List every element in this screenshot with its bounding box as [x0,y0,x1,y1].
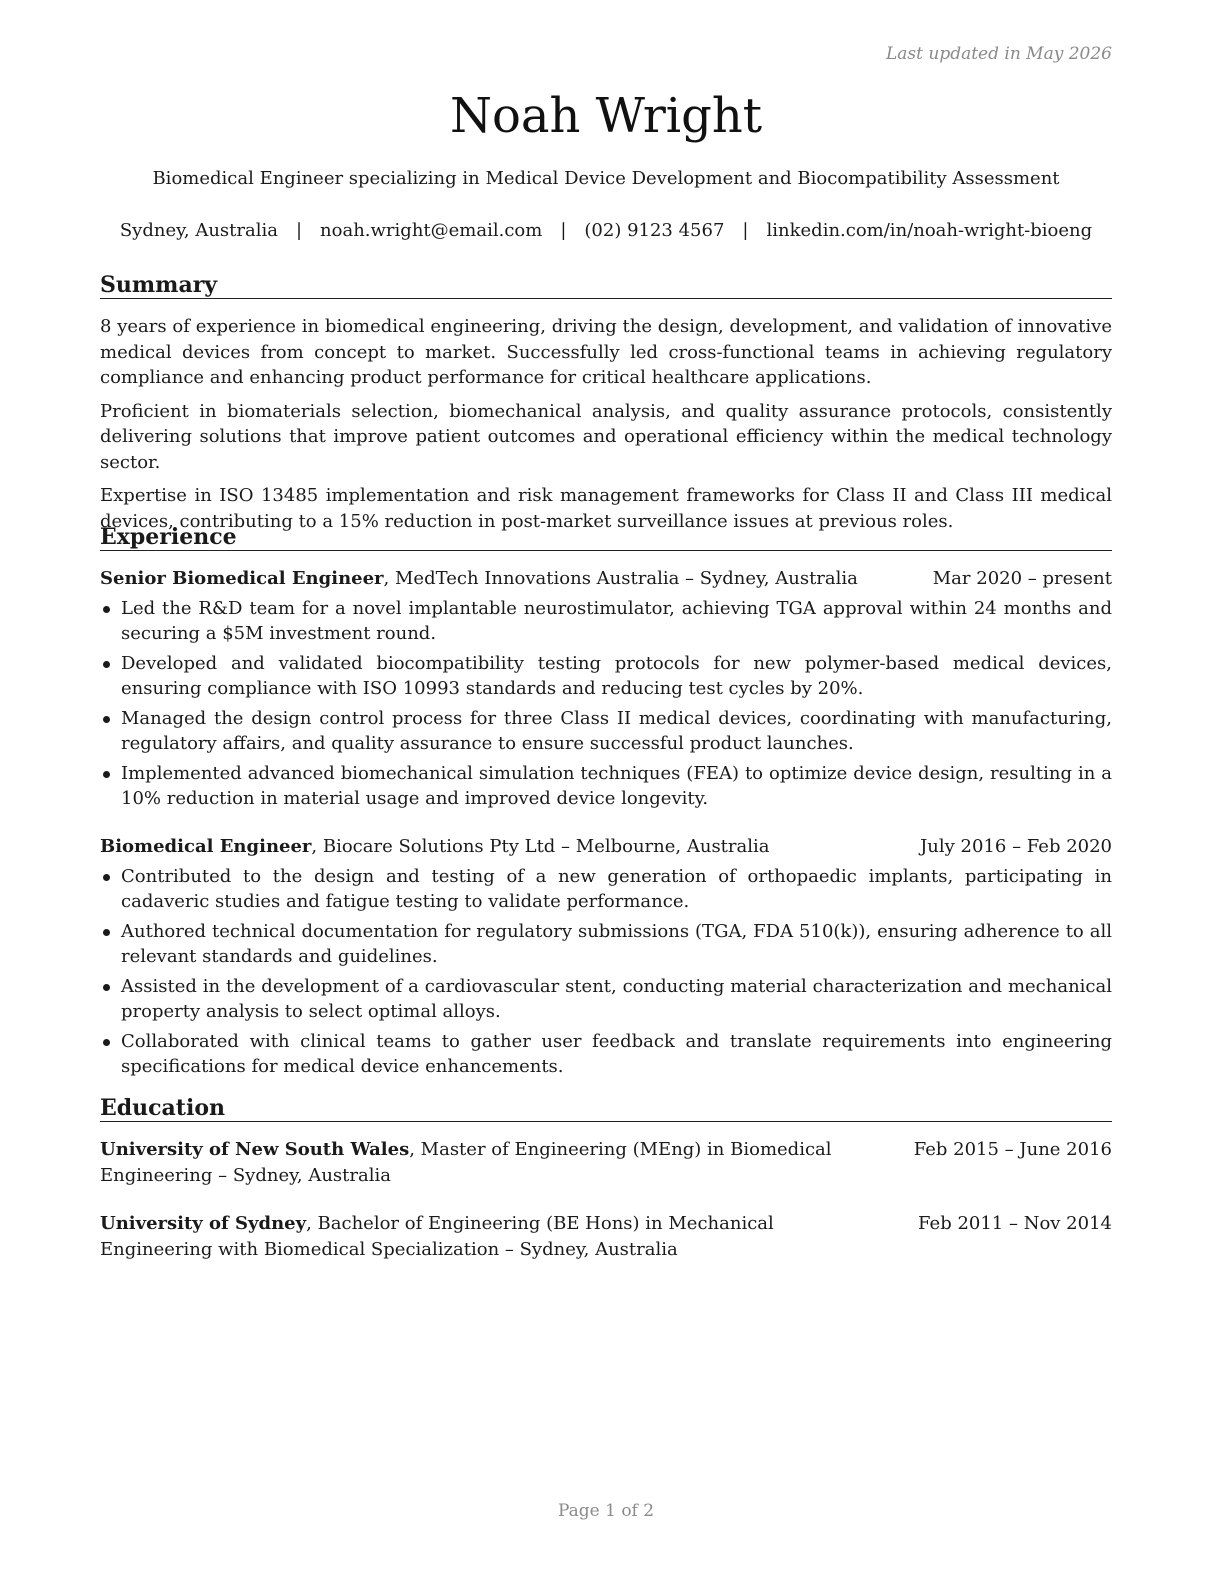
candidate-name: Noah Wright [449,88,763,144]
last-updated-note: Last updated in May 2026 [885,44,1112,64]
job-bullet: Collaborated with clinical teams to gather user feedback and translate requirements into engineering specifications for medical device enhancements. [100,1029,1112,1080]
job-bullet: Managed the design control process for three Class II medical devices, coordinating with manufacturing, regulatory affairs, and quality assurance to ensure successful product launches. [100,706,1112,757]
job-bullet: Contributed to the design and testing of a new generation of orthopaedic implants, participating in cadaveric studies and fatigue testing to validate performance. [100,864,1112,915]
education-dates: Feb 2011 – Nov 2014 [918,1213,1112,1234]
job-bullet: Assisted in the development of a cardiovascular stent, conducting material characterization and mechanical property analysis to select optimal alloys. [100,974,1112,1025]
education-school: University of Sydney [100,1213,307,1234]
job-header [100,834,1112,860]
job-bullets [100,596,1112,812]
job-bullet: Authored technical documentation for regulatory submissions (TGA, FDA 510(k)), ensuring adherence to all relevant standards and guidelines. [100,919,1112,970]
job-dates: Mar 2020 – present [932,568,1112,589]
page-number: Page 1 of 2 [557,1501,655,1521]
contact-separator: | [742,220,749,241]
education-entry [100,1211,1112,1262]
job-header [100,566,1112,592]
contact-separator: | [560,220,567,241]
contact-linkedin[interactable]: linkedin.com/in/noah-wright-bioeng [766,220,1093,241]
summary-paragraph: 8 years of experience in biomedical engineering, driving the design, development, and validation of innovative medical devices from concept to market. Successfully led cross-functional teams in achieving regulatory compliance and enhancing product performance for critical healthcare applications. [100,316,1112,388]
experience-heading: Experience [100,524,1112,551]
summary-paragraph: Proficient in biomaterials selection, biomechanical analysis, and quality assurance protocols, consistently delivering solutions that improve patient outcomes and operational efficiency within the medical technology sector. [100,400,1112,473]
summary-section [100,314,1112,542]
education-detail: , Bachelor of Engineering (BE Hons) in Mechanical Engineering with Biomedical Specialization – Sydney, Australia [100,1213,774,1260]
education-dates: Feb 2015 – June 2016 [913,1139,1112,1160]
contact-separator: | [295,220,303,241]
contact-phone: (02) 9123 4567 [584,220,725,241]
job-bullet: Implemented advanced biomechanical simulation techniques (FEA) to optimize device design, resulting in a 10% reduction in material usage and improved device longevity. [100,761,1112,812]
job-role: Biomedical Engineer [100,836,312,857]
job-role: Senior Biomedical Engineer [100,568,384,589]
job-bullet: Led the R&D team for a novel implantable neurostimulator, achieving TGA approval within 24 months and securing a $5M investment round. [100,596,1112,647]
job-org: , MedTech Innovations Australia – Sydney, Australia [383,568,858,589]
job-dates: July 2016 – Feb 2020 [920,836,1112,857]
summary-paragraph: Expertise in ISO 13485 implementation and risk management frameworks for Class II and Class III medical devices, contributing to a 15% reduction in post-market surveillance issues at previous roles. [100,485,1112,532]
job-bullets [100,864,1112,1080]
contact-location: Sydney, Australia [119,220,278,241]
education-entry [100,1137,1112,1188]
headline: Biomedical Engineer specializing in Medical Device Development and Biocompatibility Assessment [152,168,1060,189]
education-heading: Education [100,1095,1112,1122]
job-entry [100,834,1112,1084]
contact-email[interactable]: noah.wright@email.com [320,220,543,241]
job-org: , Biocare Solutions Pty Ltd – Melbourne, Australia [311,836,770,857]
job-entry [100,566,1112,816]
education-detail: , Master of Engineering (MEng) in Biomedical Engineering – Sydney, Australia [100,1139,832,1186]
education-school: University of New South Wales [100,1139,410,1160]
contact-line [100,219,1112,243]
job-bullet: Developed and validated biocompatibility testing protocols for new polymer-based medical devices, ensuring compliance with ISO 10993 standards and reducing test cycles by 20%. [100,651,1112,702]
summary-heading: Summary [100,272,1112,299]
